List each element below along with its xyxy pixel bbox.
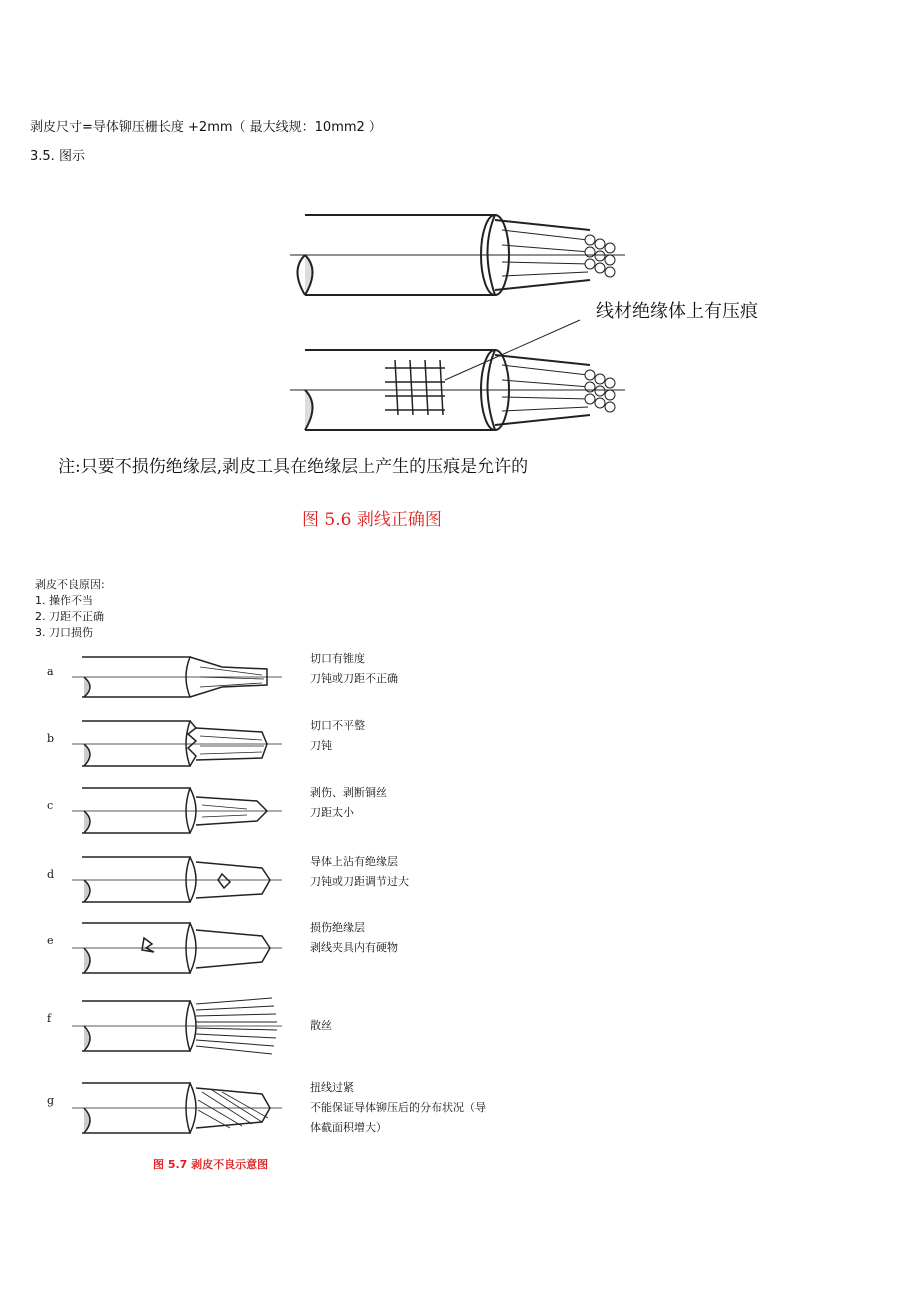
defect-g-illustration (72, 1078, 302, 1138)
defect-line: 切口不平整 (310, 719, 365, 732)
defect-a-illustration (72, 649, 302, 704)
defect-line: 剥伤、剥断铜丝 (310, 786, 387, 799)
row-letter: g (47, 1094, 55, 1107)
defect-line: 刀距太小 (310, 806, 354, 819)
defect-line: 刀钝或刀距调节过大 (310, 875, 409, 888)
causes-title: 剥皮不良原因: (35, 578, 105, 591)
defect-row-a (40, 649, 560, 709)
defect-row-d (40, 852, 560, 912)
row-letter: b (47, 732, 55, 745)
figure-5-7-caption: 图 5.7 剥皮不良示意图 (153, 1158, 269, 1171)
defect-row-e (40, 918, 560, 978)
defect-line: 体截面积增大） (310, 1121, 387, 1134)
figure-note: 注:只要不损伤绝缘层,剥皮工具在绝缘层上产生的压痕是允许的 (58, 457, 529, 477)
causes-list (35, 577, 105, 641)
defect-d-illustration (72, 852, 302, 907)
row-letter: f (47, 1012, 52, 1025)
cause-item: 1. 操作不当 (35, 594, 93, 607)
defect-f-illustration (72, 996, 302, 1056)
section-heading: 3.5. 图示 (30, 149, 85, 164)
defect-row-c (40, 783, 560, 843)
row-letter: c (47, 799, 54, 812)
defect-row-g (40, 1078, 560, 1138)
correct-strip-figure (280, 200, 780, 450)
strip-size-text: 剥皮尺寸=导体铆压栅长度 +2mm（ 最大线规：10mm2 ） (30, 120, 382, 135)
defect-row-f (40, 996, 560, 1056)
cause-item: 3. 刀口损伤 (35, 626, 93, 639)
defect-line: 剥线夹具内有硬物 (310, 941, 398, 954)
defect-line: 散丝 (310, 1019, 332, 1032)
row-letter: e (47, 934, 54, 947)
defect-line: 刀钝或刀距不正确 (310, 672, 398, 685)
defect-line: 刀钝 (310, 739, 332, 752)
row-letter: d (47, 868, 55, 881)
cause-item: 2. 刀距不正确 (35, 610, 104, 623)
row-letter: a (47, 665, 54, 678)
defect-line: 不能保证导体铆压后的分布状况（导 (310, 1101, 486, 1114)
defect-b-illustration (72, 716, 302, 771)
defect-e-illustration (72, 918, 302, 978)
figure-5-6-caption: 图 5.6 剥线正确图 (302, 510, 442, 530)
defect-line: 扭线过紧 (310, 1081, 354, 1094)
defect-row-b (40, 716, 560, 776)
defect-line: 损伤绝缘层 (310, 921, 365, 934)
indentation-label: 线材绝缘体上有压痕 (596, 301, 758, 322)
defect-line: 切口有锥度 (310, 652, 365, 665)
defect-line: 导体上沾有绝缘层 (310, 855, 398, 868)
defect-c-illustration (72, 783, 302, 838)
